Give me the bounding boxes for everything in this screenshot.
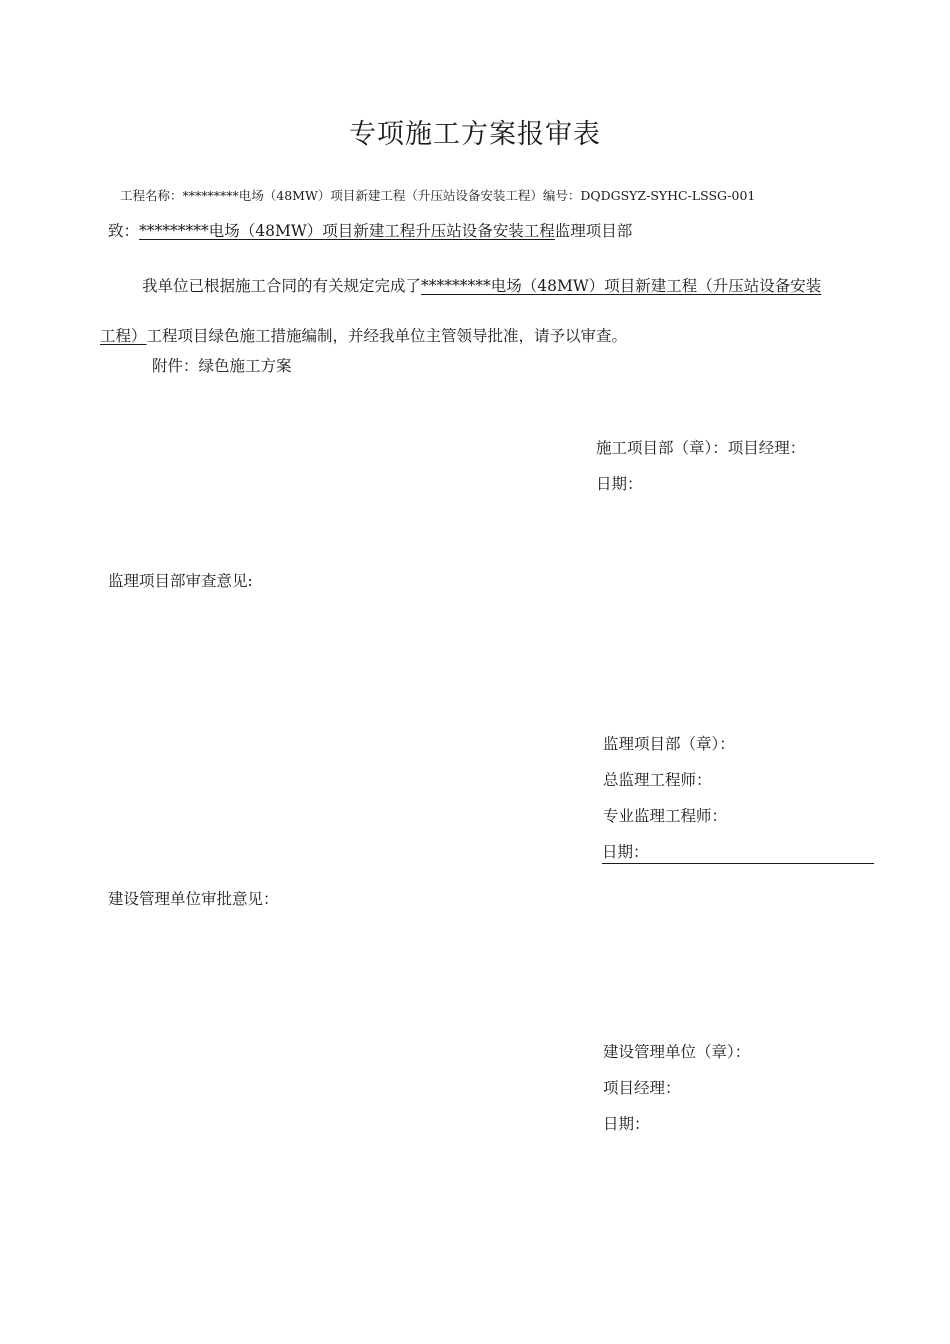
supervision-specialty-engineer: 专业监理工程师： <box>603 807 728 825</box>
body-prefix: 我单位已根据施工合同的有关规定完成了 <box>142 277 422 295</box>
body-project-name-part1: *********电场（48MW）项目新建工程（升压站设备安装 <box>421 277 822 295</box>
supervision-opinion-label: 监理项目部审查意见: <box>108 572 253 590</box>
owner-opinion-label: 建设管理单位审批意见： <box>108 890 279 908</box>
owner-manager: 项目经理： <box>603 1079 681 1097</box>
page-title: 专项施工方案报审表 <box>349 119 601 150</box>
recipient-suffix: 监理项目部 <box>554 222 633 240</box>
supervision-chief-engineer: 总监理工程师： <box>603 771 712 789</box>
recipient-name: *********电场（48MW）项目新建工程升压站设备安装工程 <box>139 222 555 240</box>
owner-date: 日期： <box>603 1115 650 1133</box>
body-rest: 工程项目绿色施工措施编制，并经我单位主管领导批准，请予以审查。 <box>146 327 628 345</box>
body-project-name-part2: 工程） <box>100 327 147 345</box>
contractor-date: 日期： <box>596 475 643 493</box>
contractor-dept-manager: 施工项目部（章）：项目经理： <box>596 439 806 457</box>
body-paragraph-line-2 <box>100 324 627 346</box>
attachment-line: 附件：绿色施工方案 <box>152 357 292 375</box>
supervision-date: 日期： <box>602 840 874 864</box>
to-label: 致： <box>108 222 140 240</box>
recipient-line <box>108 219 632 241</box>
code-label: 编号： <box>542 188 581 203</box>
project-name: *********电场（48MW）项目新建工程（升压站设备安装工程） <box>182 188 543 203</box>
project-name-label: 工程名称： <box>120 188 183 203</box>
document-code: DQDGSYZ-SYHC-LSSG-001 <box>580 188 756 203</box>
owner-unit: 建设管理单位（章）： <box>603 1043 751 1061</box>
body-paragraph-line-1 <box>142 274 821 296</box>
supervision-dept: 监理项目部（章）： <box>603 735 735 753</box>
project-meta-line <box>120 186 755 204</box>
